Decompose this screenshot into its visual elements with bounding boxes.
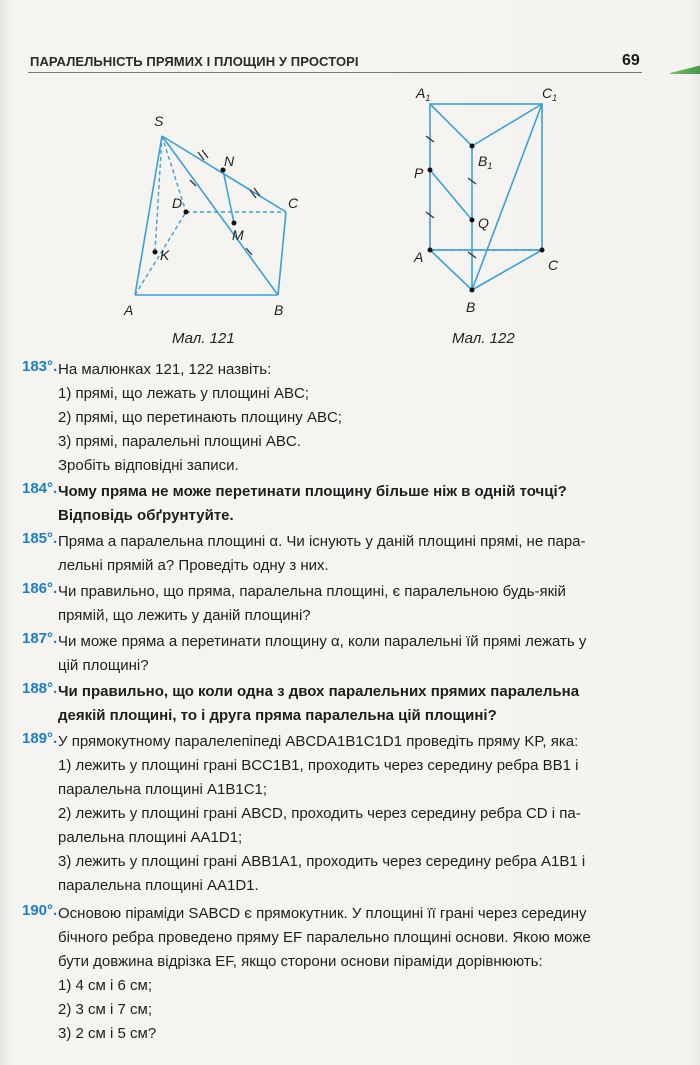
problem-number: 184°. [22,480,58,497]
label-S: S [154,113,164,129]
label-C: C [288,195,299,211]
text-line: цій площині? [58,657,149,674]
label-Q: Q [478,215,489,231]
text-line: бічного ребра проведено пряму EF паралельно площині основи. Якою може [58,929,591,946]
label-K: K [160,247,170,263]
label-D: D [172,195,183,211]
label-A: A [124,302,134,318]
text-line: Чи може пряма a перетинати площину α, коли паралельні їй прямі лежать у [58,633,587,650]
text-line: паралельна площині AA1D1. [58,877,259,894]
text-line: 2) лежить у площині грані ABCD, проходить через середину ребра CD і па- [58,805,581,822]
label-B: B [466,299,476,315]
figure-121 [110,80,340,320]
header-title: ПАРАЛЕЛЬНІСТЬ ПРЯМИХ І ПЛОЩИН У ПРОСТОРІ [30,54,359,69]
figures-area [110,80,590,350]
text-line: лельні прямій a? Проведіть одну з них. [58,557,329,574]
text-line: 1) 4 см і 6 см; [58,977,152,994]
figure-122-caption: Мал. 122 [452,330,515,347]
problem-number: 190°. [22,902,58,919]
label-B1: $B_1$ [478,153,493,171]
problem-number: 189°. [22,730,58,747]
header-rule [28,72,642,73]
label-C1: $C_1$ [542,85,558,103]
text-line: паралельна площині A1B1C1; [58,781,268,798]
text-line: Чи правильно, що пряма, паралельна площині, є паралельною будь-якій [58,583,566,600]
text-line: 2) прямі, що перетинають площину ABC; [58,409,342,426]
label-M: M [232,227,244,243]
text-line: У прямокутному паралелепіпеді ABCDA1B1C1D1 проведіть пряму KP, яка: [58,733,579,750]
text-line: 3) лежить у площині грані ABB1A1, проходить через середину ребра A1B1 і [58,853,586,870]
text-line: бути довжина відрізка EF, якщо сторони основи піраміди дорівнюють: [58,953,543,970]
label-C: C [548,257,559,273]
text-line: деякій площині, то і друга пряма паралельна цій площині? [58,707,497,724]
problem-number: 185°. [22,530,58,547]
text-line: прямій, що лежить у даній площині? [58,607,311,624]
text-line: 1) лежить у площині грані BCC1B1, проходить через середину ребра BB1 і [58,757,579,774]
problem-number: 183°. [22,358,58,375]
text-line: 1) прямі, що лежать у площині ABC; [58,385,309,402]
text-line: Чому пряма не може перетинати площину більше ніж в одній точці? [58,483,567,500]
corner-wedge-decoration [670,60,700,74]
problem-number: 187°. [22,630,58,647]
text-line: Зробіть відповідні записи. [58,457,239,474]
text-line: На малюнках 121, 122 назвіть: [58,361,272,378]
problem-number: 186°. [22,580,58,597]
text-line: Відповідь обґрунтуйте. [58,507,234,524]
page-header [22,48,700,74]
text-line: 3) 2 см і 5 см? [58,1025,157,1042]
text-line: ралельна площині AA1D1; [58,829,243,846]
figure-121-caption: Мал. 121 [172,330,235,347]
text-line: Чи правильно, що коли одна з двох паралельних прямих паралельна [58,683,580,700]
page-number: 69 [622,52,640,69]
text-line: 2) 3 см і 7 см; [58,1001,152,1018]
label-N: N [224,153,235,169]
label-A1: $A_1$ [416,85,431,103]
text-line: Пряма a паралельна площині α. Чи існують у даній площині прямі, не пара- [58,533,586,550]
text-line: 3) прямі, паралельні площині ABC. [58,433,301,450]
label-B: B [274,302,284,318]
problem-number: 188°. [22,680,58,697]
text-line: Основою піраміди SABCD є прямокутник. У площині її грані через середину [58,905,587,922]
label-A: A [414,249,424,265]
figure-122 [400,80,590,320]
label-P: P [414,165,424,181]
